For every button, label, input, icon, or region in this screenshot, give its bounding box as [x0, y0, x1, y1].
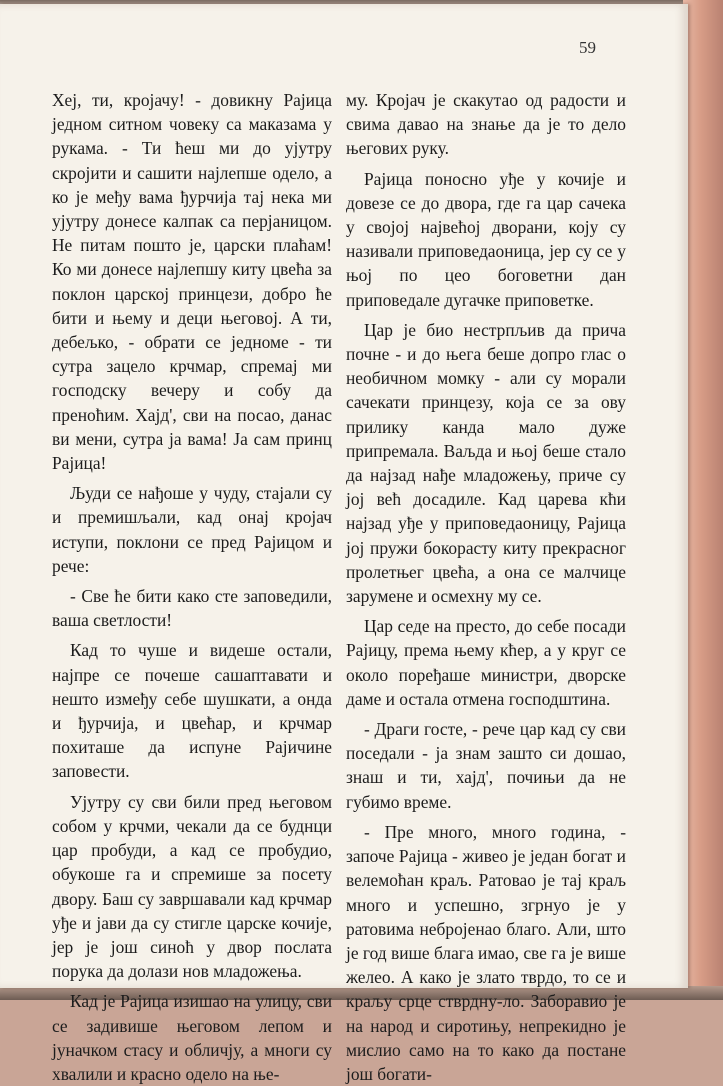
book-page: [0, 4, 688, 1084]
paragraph: - Све ће бити како сте заповедили, ваша светлости!: [52, 586, 332, 631]
paragraph: Кад то чуше и видеше остали, најпре се почеше сашаптавати и нешто између себе шушкати, а онда и ђурчија, и цвећар, и крчмар похиташе да испуне Рајичине заповести.: [52, 640, 332, 782]
paragraph: - Драги госте, - рече цар кад су сви поседали - ја знам зашто си дошао, знаш и ти, хајд', почињи да не губимо време.: [346, 719, 626, 812]
paragraph: Рајица поносно уђе у кочије и довезе се до двора, где га цар сачека у својој највећој дворани, коју су називали приповедаоница, јер су се у њој по цео боговетни дан приповедале дугачке приповетке.: [346, 168, 626, 310]
paragraph: Кад је Рајица изишао на улицу, сви се задивише његовом лепом и јуначком стасу и обличју, а многи су хвалили и красно одело на ње-: [52, 991, 332, 1084]
page-number: 59: [579, 38, 596, 57]
paragraph: Ујутру су сви били пред његовом собом у крчми, чекали да се буднци цар пробуди, а кад се пробудио, обукоше га и спремише за посету двору. Баш су завршавали кад крчмар уђе и јави да су стигле царске кочије, јер је још синоћ у двор послата порука да долази нов младожења.: [52, 791, 332, 982]
text-column-left: [52, 88, 332, 1086]
text-column-right: [346, 88, 626, 1086]
paragraph: Хеј, ти, кројачу! - довикну Рајица једном ситном човеку са маказама у рукама. - Ти ћеш ми до ујутру скројити и сашити најлепше одело, а ко је међу вама ђурчија тај нека ми ујутру донесе калпак са перјаницом. Не питам пошто је, царски плаћам! Ко ми донесе најлепшу киту цвећа за поклон царској принцези, добро ће бити и њему и деци његовој. А ти, дебељко, - обрати се једноме - ти сутра зацело крчмар, спремај ми господску вечеру и собу да преноћим. Хајд', сви на посао, данас ви мени, сутра ја вама! Ја сам принц Рајица!: [52, 90, 332, 474]
paragraph: му. Кројач је скакутао од радости и свима давао на знање да је то дело његових руку.: [346, 90, 626, 159]
paragraph: Цар је био нестрпљив да прича почне - и до њега беше допро глас о необичном момку - али су морали сачекати принцезу, која се за ову прилику канда мало дуже припремала. Ваљда и њој беше стало да најзад нађе младожењу, приче су јој већ досадиле. Кад царева кћи најзад уђе у приповедаоницу, Рајица јој пружи бокорасту киту прекрасног пролетњег цвећа, а она се малчице зарумене и осмехну му се.: [346, 319, 626, 607]
paragraph: - Пре много, много година, - започе Рајица - живео је један богат и велемоћан краљ. Ратовао је тај краљ много и успешно, згрнуо је у ратовима небројенао благо. Али, што је год више блага имао, све га је више желео. А како је злато тврдо, то се и краљу срце стврдну-ло. Заборавио је на народ и сиротињу, непрекидно је мислио само на то како да постане још богати-: [346, 821, 626, 1084]
paragraph: Људи се нађоше у чуду, стајали су и премишљали, кад онај кројач иступи, поклони се пред Рајицом и рече:: [52, 483, 332, 576]
paragraph: Цар седе на престо, до себе посади Рајицу, према њему кћер, а у круг се около поређаше министри, дворске даме и остала отмена господштина.: [346, 616, 626, 709]
book-cover-edge: [683, 0, 723, 1000]
